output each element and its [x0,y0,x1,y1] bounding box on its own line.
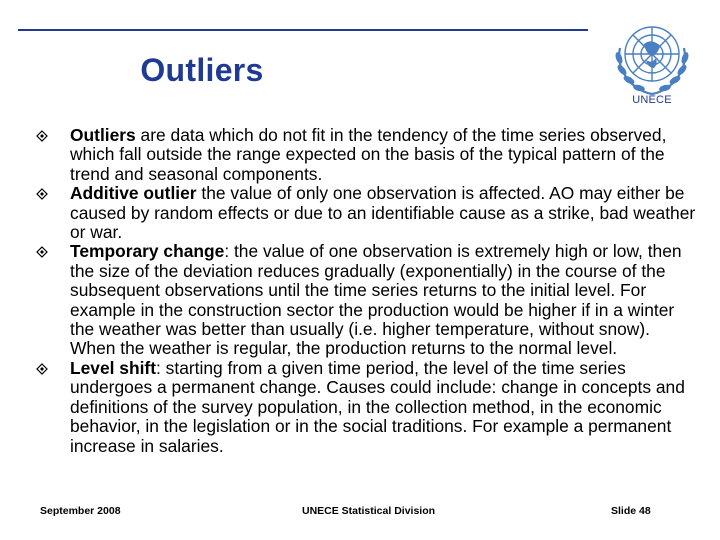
bullet-text: are data which do not fit in the tendency of the time series observed, which fall outside the range expected on the basis of the typical pattern of the trend and seasonal components. [70,125,667,184]
bullet-term: Additive outlier [70,183,197,204]
bullet-item-outliers [36,126,696,184]
footer-date: September 2008 [40,505,121,517]
bullet-term: Level shift [70,357,157,378]
bullet-text: : the value of one observation is extremely high or low, then the size of the deviation reduces gradually (exponentially) in the course of the subsequent observations until the time series returns to the initial level. For example in the construction sector the production would be higher if in a winter the weather was better than usually (i.e. higher temperature, without snow). When the weather is regular, the production returns to the normal level. [70,241,682,359]
diamond-bullet-icon [36,188,48,200]
bullet-text: : starting from a given time period, the level of the time series undergoes a permanent change. Causes could include: change in concepts and definitions of the survey population, in the collection method, in the economic behavior, in the legislation or in the social traditions. For example a permanent increase in salaries. [70,357,685,456]
logo-caption: UNECE [632,94,672,106]
diamond-bullet-icon [36,363,48,375]
bullet-item-additive-outlier [36,184,696,242]
diamond-bullet-icon [36,246,48,258]
bullet-item-level-shift [36,359,696,456]
footer-slide-number: Slide 48 [611,505,651,517]
diamond-bullet-icon [36,130,48,142]
bullet-term: Temporary change [70,241,225,262]
title-rule [18,29,588,31]
slide-title: Outliers [140,52,264,88]
bullet-term: Outliers [70,125,136,145]
bullet-list [36,126,696,456]
footer-division: UNECE Statistical Division [302,505,436,517]
bullet-item-temporary-change [36,242,696,358]
bullet-text: the value of only one observation is affected. AO may either be caused by random effects or due to an identifiable cause as a strike, bad weather or war. [70,183,696,243]
